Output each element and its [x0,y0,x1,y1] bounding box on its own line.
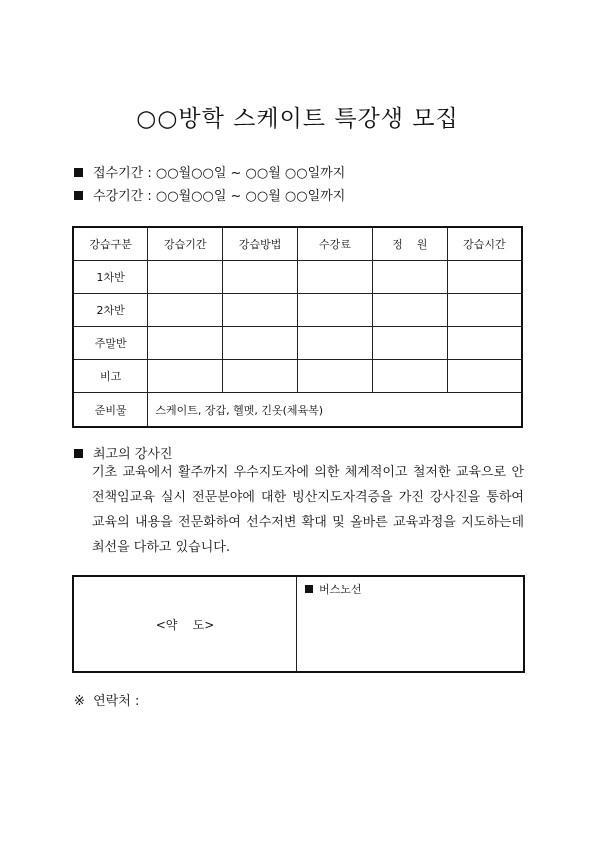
course-period-value: ○○월○○일 ~ ○○월 ○○일까지 [155,189,346,204]
schedule-table [72,226,523,428]
table-row [73,294,522,327]
table-cell[interactable] [447,294,522,327]
table-cell[interactable] [297,327,372,360]
table-cell[interactable] [223,294,298,327]
application-period [74,162,345,181]
contact: ※ 연락처 : [74,694,140,709]
square-bullet-icon [74,191,83,200]
square-bullet-icon [74,449,83,458]
table-cell[interactable] [223,261,298,294]
table-row [73,327,522,360]
course-period [74,185,345,204]
table-cell[interactable] [372,261,447,294]
square-bullet-icon [74,168,83,177]
map-label: <약 도> [155,617,215,632]
table-cell[interactable] [447,261,522,294]
table-cell[interactable] [223,360,298,393]
table-cell[interactable] [297,261,372,294]
map-area [74,577,297,671]
header-cell: 강습구분 [73,227,148,261]
table-cell[interactable] [447,327,522,360]
table-cell[interactable] [148,261,223,294]
table-cell[interactable] [372,294,447,327]
square-bullet-icon [305,585,313,593]
instructor-heading-text: 최고의 강사진 [93,447,173,462]
row-label: 비고 [73,360,148,393]
table-cell[interactable] [372,327,447,360]
header-cell: 수강료 [297,227,372,261]
table-row [73,360,522,393]
table-cell[interactable] [148,360,223,393]
header-cell: 강습기간 [148,227,223,261]
map-box [72,575,525,673]
table-cell[interactable] [148,327,223,360]
row-label: 2차반 [73,294,148,327]
header-cell: 정 원 [372,227,447,261]
table-row [73,261,522,294]
supplies-label: 준비물 [73,393,148,428]
supplies-value: 스케이트, 장갑, 헬멧, 긴옷(체육복) [148,393,522,428]
application-period-label: 접수기간 : [93,166,152,181]
application-period-value: ○○월○○일 ~ ○○월 ○○일까지 [155,166,346,181]
table-cell[interactable] [148,294,223,327]
table-header-row [73,227,522,261]
table-cell[interactable] [297,360,372,393]
header-cell: 강습시간 [447,227,522,261]
header-cell: 강습방법 [223,227,298,261]
bus-route-area [297,577,523,671]
bus-route-label: 버스노선 [319,583,362,596]
supplies-row [73,393,522,428]
course-period-label: 수강기간 : [93,189,152,204]
table-cell[interactable] [223,327,298,360]
table-cell[interactable] [297,294,372,327]
row-label: 주말반 [73,327,148,360]
instructor-description: 기초 교육에서 활주까지 우수지도자에 의한 체계적이고 철저한 교육으로 안전책임교육 실시 전문분야에 대한 빙산지도자격증을 가진 강사진을 통하여 교육의 내용을 전문화하여 선수저변 확대 및 올바른 교육과정을 지도하는데 최선을 다하고 있습니다. [92,465,524,555]
row-label: 1차반 [73,261,148,294]
page-title: ○○방학 스케이트 특강생 모집 [136,106,459,132]
table-cell[interactable] [372,360,447,393]
table-cell[interactable] [447,360,522,393]
